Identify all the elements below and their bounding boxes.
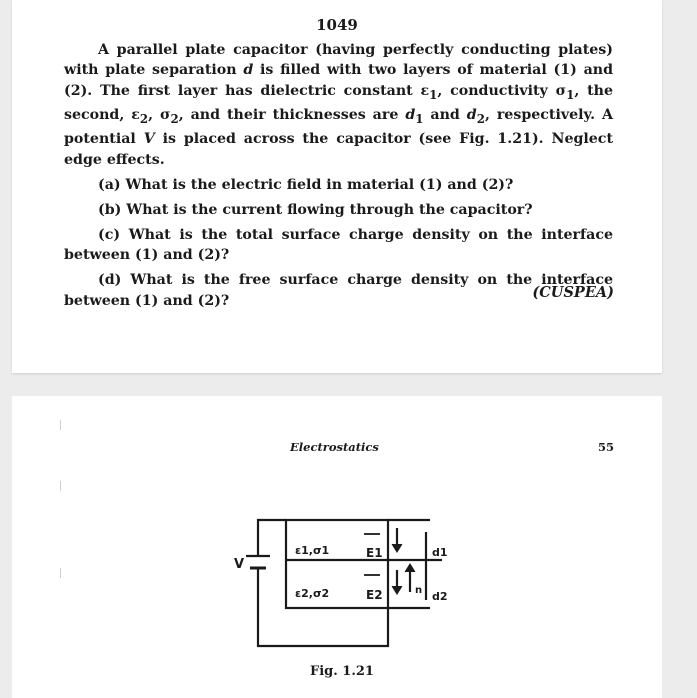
thickness1-label: d1	[432, 546, 448, 559]
capacitor-figure	[12, 396, 662, 698]
e2-arrow	[392, 570, 402, 594]
problem-text	[64, 40, 613, 316]
figure-caption: Fig. 1.21	[310, 664, 374, 679]
running-header: Electrostatics	[290, 440, 379, 454]
layer1-label: ε1,σ1	[295, 544, 330, 557]
layer2-label: ε2,σ2	[295, 587, 330, 600]
page-2	[12, 396, 662, 698]
question-b: (b) What is the current flowing through the capacitor?	[98, 201, 533, 218]
source-citation: (CUSPEA)	[532, 284, 614, 301]
normal-arrow	[405, 564, 415, 592]
page-number: 55	[598, 440, 615, 454]
question-d: (d) What is the free surface charge density on the interface between (1) and (2)?	[64, 272, 613, 309]
question-c: (c) What is the total surface charge density on the interface between (1) and (2)?	[64, 226, 613, 264]
field1-label: E1	[366, 546, 383, 560]
voltage-label: V	[234, 557, 245, 572]
problem-intro: A parallel plate capacitor (having perfectly conducting plates) with plate separation d is filled with two layers of material (1) and (2). The first layer has dielectric constant $\varepsilon_1$, conductivity $\sigma_1$, the second, $\varepsilon_2$, $\sigma_2$, and their thicknesses are $d_1$ and $d_2$, respectively. A potential V is placed across the capacitor (see Fig. 1.21). Neglect edge effects.	[64, 42, 614, 168]
field2-label: E2	[366, 588, 383, 602]
question-a: (a) What is the electric field in material (1) and (2)?	[98, 176, 514, 193]
thickness2-label: d2	[432, 590, 448, 603]
problem-number: 1049	[316, 16, 358, 34]
normal-label: n	[415, 585, 423, 596]
page-1	[12, 0, 662, 373]
circuit-wire	[258, 520, 388, 646]
e1-arrow	[392, 528, 402, 552]
